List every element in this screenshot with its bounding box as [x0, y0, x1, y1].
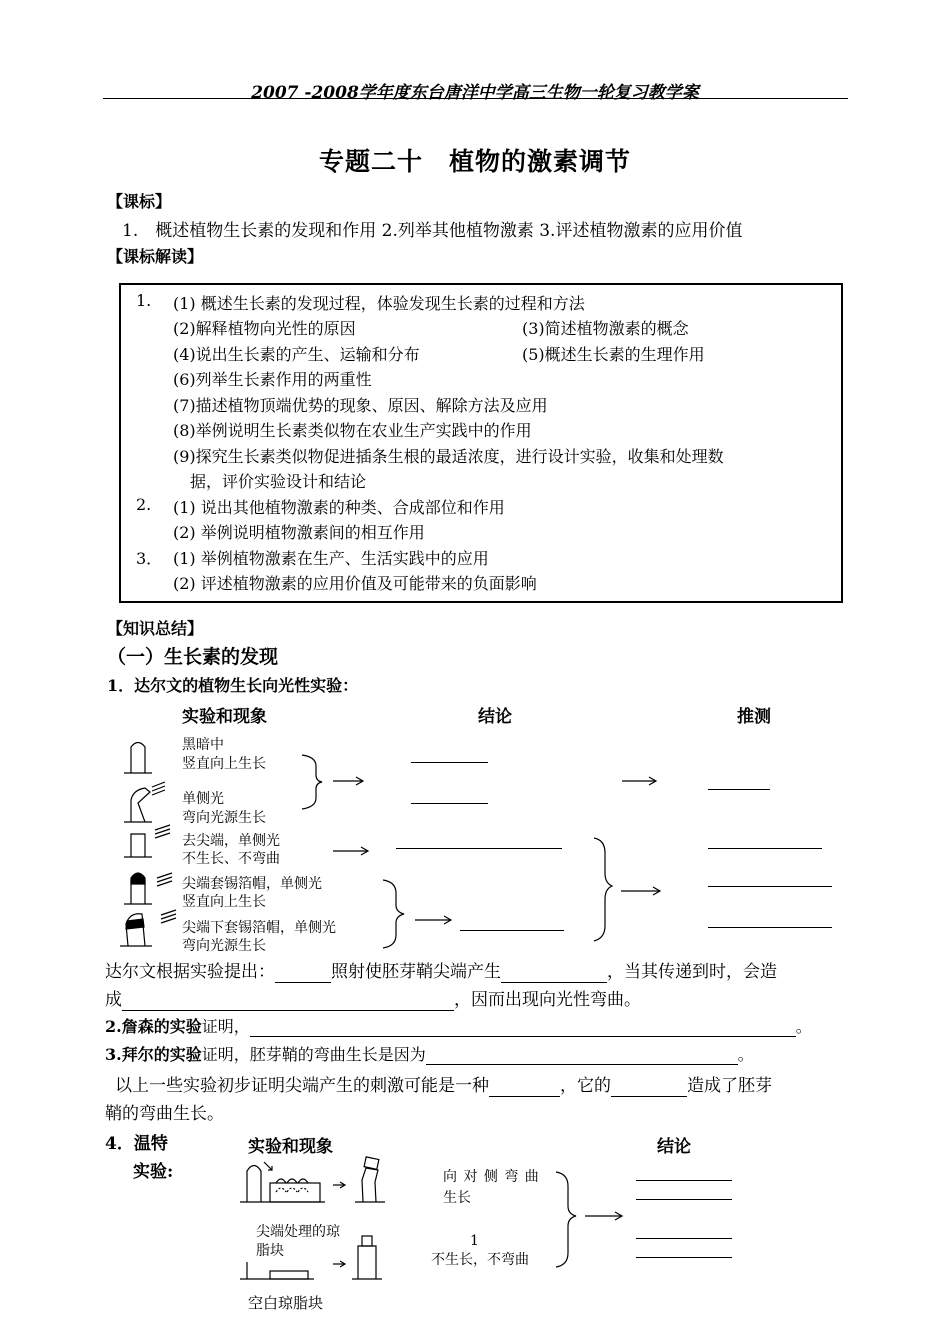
darwin-exp-2b: 弯向光源生长 — [182, 810, 266, 826]
darwin-p2a: 成 — [105, 990, 122, 1010]
went-col-conclusion: 结论 — [657, 1137, 691, 1157]
jensen-text: 证明， — [201, 1017, 250, 1036]
jensen-label: 2.詹森的实验 — [105, 1017, 202, 1036]
paal-end: 。 — [737, 1045, 754, 1064]
box-line-3a: (4)说出生长素的产生、运输和分布 — [173, 345, 420, 364]
summary-c: 造成了胚芽 — [687, 1076, 772, 1096]
zongjie-heading: 【知识总结】 — [107, 619, 204, 638]
went-blank-3[interactable] — [636, 1238, 732, 1239]
tip-on-agar-icon — [240, 1162, 325, 1202]
darwin-p2b: ，因而出现向光性弯曲。 — [454, 990, 641, 1010]
darwin-exp-1a: 黑暗中 — [182, 737, 224, 753]
darwin-p1a: 达尔文根据实验提出： — [105, 962, 275, 982]
went-col-experiment: 实验和现象 — [248, 1137, 333, 1157]
went-agar-blank: 空白琼脂块 — [248, 1294, 324, 1312]
darwin-exp-3b: 不生长、不弯曲 — [182, 851, 280, 867]
blank-agar-icon — [270, 1271, 308, 1279]
col-guess: 推测 — [737, 707, 771, 727]
darwin-p1c: ，当其传递到时，会造 — [607, 962, 777, 982]
box-line-10: (2) 举例说明植物激素间的相互作用 — [173, 523, 425, 542]
darwin-exp-4a: 尖端套锡箔帽，单侧光 — [182, 876, 322, 892]
box-line-11: (1) 举例植物激素在生产、生活实践中的应用 — [173, 549, 489, 568]
box-line-4: (6)列举生长素作用的两重性 — [173, 370, 372, 389]
went-blank-2[interactable] — [636, 1199, 732, 1200]
went-blank-4[interactable] — [636, 1257, 732, 1258]
summary-a: 以上一些实验初步证明尖端产生的刺激可能是一种 — [115, 1076, 489, 1096]
went-blank-1[interactable] — [636, 1180, 732, 1181]
went-title-2: 实验: — [133, 1162, 174, 1182]
summary-d: 鞘的弯曲生长。 — [105, 1104, 224, 1124]
went-result-1b: 生长 — [443, 1190, 471, 1206]
went-brace — [556, 1172, 576, 1267]
darwin-exp-3a: 去尖端，单侧光 — [182, 833, 280, 849]
box-num-2: 2. — [136, 495, 152, 514]
darwin-exp-5b: 弯向光源生长 — [182, 938, 266, 954]
darwin-exp-4b: 竖直向上生长 — [182, 894, 266, 910]
went-result-1a: 向 对 侧 弯 曲 — [443, 1169, 540, 1185]
went-title-1: 4．温特 — [105, 1134, 168, 1154]
box-line-6: (8)举例说明生长素类似物在农业生产实践中的作用 — [173, 421, 532, 440]
box-line-2a: (2)解释植物向光性的原因 — [173, 319, 356, 338]
darwin-exp-5a: 尖端下套锡箔帽，单侧光 — [182, 920, 336, 936]
straight-seedling-icon — [352, 1236, 382, 1279]
box-num-3: 3． — [136, 549, 163, 568]
page-header: 2007 -2008学年度东台唐洋中学高三生物一轮复习教学案 — [251, 83, 699, 103]
box-line-7: (9)探究生长素类似物促进插条生根的最适浓度，进行设计实验，收集和处理数 — [173, 447, 724, 466]
darwin-title: 1．达尔文的植物生长向光性实验： — [107, 676, 359, 695]
box-line-3b: (5)概述生长素的生理作用 — [522, 345, 705, 364]
page-title: 专题二十 植物的激素调节 — [318, 147, 631, 176]
box-line-5: (7)描述植物顶端优势的现象、原因、解除方法及应用 — [173, 396, 548, 415]
box-line-12: (2) 评述植物激素的应用价值及可能带来的负面影响 — [173, 574, 537, 593]
went-num: 1 — [470, 1233, 479, 1249]
went-agar-treated-2: 脂块 — [256, 1243, 284, 1259]
kebiao-text: 1. 概述植物生长素的发现和作用 2.列举其他植物激素 3.评述植物激素的应用价值 — [122, 221, 743, 241]
box-line-1: (1) 概述生长素的发现过程，体验发现生长素的过程和方法 — [173, 294, 585, 313]
darwin-exp-1b: 竖直向上生长 — [182, 756, 266, 772]
paal-label: 3.拜尔的实验 — [105, 1045, 202, 1064]
darwin-p1b: 照射使胚芽鞘尖端产生 — [331, 962, 501, 982]
paal-text: 证明，胚芽鞘的弯曲生长是因为 — [201, 1045, 426, 1064]
bent-seedling-icon — [355, 1157, 385, 1202]
kebiao-heading: 【课标】 — [107, 192, 172, 211]
box-line-2b: (3)简述植物激素的概念 — [522, 319, 689, 338]
section-1-title: （一）生长素的发现 — [107, 646, 279, 668]
jensen-end: 。 — [795, 1017, 812, 1036]
went-result-2: 不生长，不弯曲 — [431, 1252, 529, 1268]
darwin-exp-2a: 单侧光 — [182, 791, 224, 807]
jiedu-heading: 【课标解读】 — [107, 247, 204, 266]
col-conclusion: 结论 — [478, 707, 512, 727]
went-agar-treated-1: 尖端处理的琼 — [256, 1224, 340, 1240]
box-line-9: (1) 说出其他植物激素的种类、合成部位和作用 — [173, 498, 505, 517]
box-line-8: 据，评价实验设计和结论 — [190, 472, 367, 491]
summary-b: ，它的 — [560, 1076, 611, 1096]
col-experiment: 实验和现象 — [182, 707, 267, 727]
box-num-1: 1. — [136, 291, 152, 310]
